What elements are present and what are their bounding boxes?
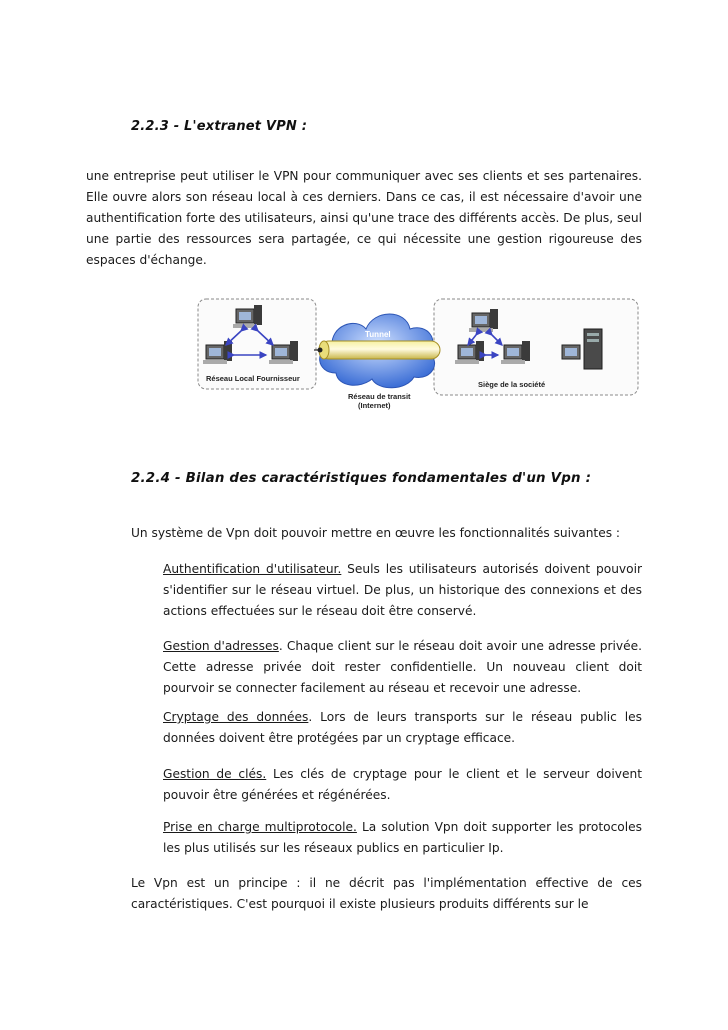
feature-text: . Lors de leurs transports sur le réseau public les données doivent être protégées par un cryptage efficace. xyxy=(163,710,642,745)
feature-item-authentication xyxy=(163,559,642,622)
tunnel-label: Tunnel xyxy=(365,330,391,339)
transit-label-line2: (Internet) xyxy=(358,401,391,410)
vpn-extranet-diagram xyxy=(196,293,640,411)
conclusion-paragraph xyxy=(131,873,642,915)
vpn-diagram-svg xyxy=(196,293,640,411)
feature-term: Authentification d'utilisateur. xyxy=(163,562,342,576)
right-lan-label: Siège de la société xyxy=(478,380,546,389)
feature-term: Cryptage des données xyxy=(163,710,309,724)
feature-text: Seuls les utilisateurs autorisés doivent pouvoir s'identifier sur le réseau virtuel. De plus, un historique des connexions et des actions effectuées sur le réseau doit être conservé. xyxy=(163,562,642,618)
feature-item-encryption xyxy=(163,707,642,749)
feature-text: . Chaque client sur le réseau doit avoir une adresse privée. Cette adresse privée doit rester confidentielle. Un nouveau client doit pourvoir se connecter facilement au réseau et recevoir une adresse. xyxy=(163,639,642,695)
feature-text: Les clés de cryptage pour le client et le serveur doivent pouvoir être générées et régénérées. xyxy=(163,767,642,802)
features-intro xyxy=(131,523,651,544)
section-heading-2-2-4: 2.2.4 - Bilan des caractéristiques fondamentales d'un Vpn : xyxy=(131,471,592,486)
features-intro-text: Un système de Vpn doit pouvoir mettre en œuvre les fonctionnalités suivantes : xyxy=(131,526,621,540)
transit-label-line1: Réseau de transit xyxy=(348,392,411,401)
feature-text: La solution Vpn doit supporter les protocoles les plus utilisés sur les réseaux publics en particulier Ip. xyxy=(163,820,642,855)
feature-item-key-management xyxy=(163,764,642,806)
feature-item-multiprotocol xyxy=(163,817,642,859)
feature-item-address-management xyxy=(163,636,642,699)
extranet-paragraph-text: une entreprise peut utiliser le VPN pour communiquer avec ses clients et ses partenaires. Elle ouvre alors son réseau local à ces derniers. Dans ce cas, il est nécessaire d'avoir une authentification forte des utilisateurs, ainsi qu'une trace des différents accès. De plus, seul une partie des ressources sera partagée, ce qui nécessite une gestion rigoureuse des espaces d'échange. xyxy=(86,169,642,267)
feature-term: Prise en charge multiprotocole. xyxy=(163,820,357,834)
section-heading-2-2-3: 2.2.3 - L'extranet VPN : xyxy=(131,119,308,134)
extranet-paragraph xyxy=(86,166,642,271)
vpn-tunnel xyxy=(314,341,440,359)
feature-term: Gestion d'adresses xyxy=(163,639,279,653)
feature-term: Gestion de clés. xyxy=(163,767,267,781)
conclusion-text: Le Vpn est un principe : il ne décrit pas l'implémentation effective de ces caractéristiques. C'est pourquoi il existe plusieurs produits différents sur le xyxy=(131,876,642,911)
left-lan-label: Réseau Local Fournisseur xyxy=(206,374,300,383)
